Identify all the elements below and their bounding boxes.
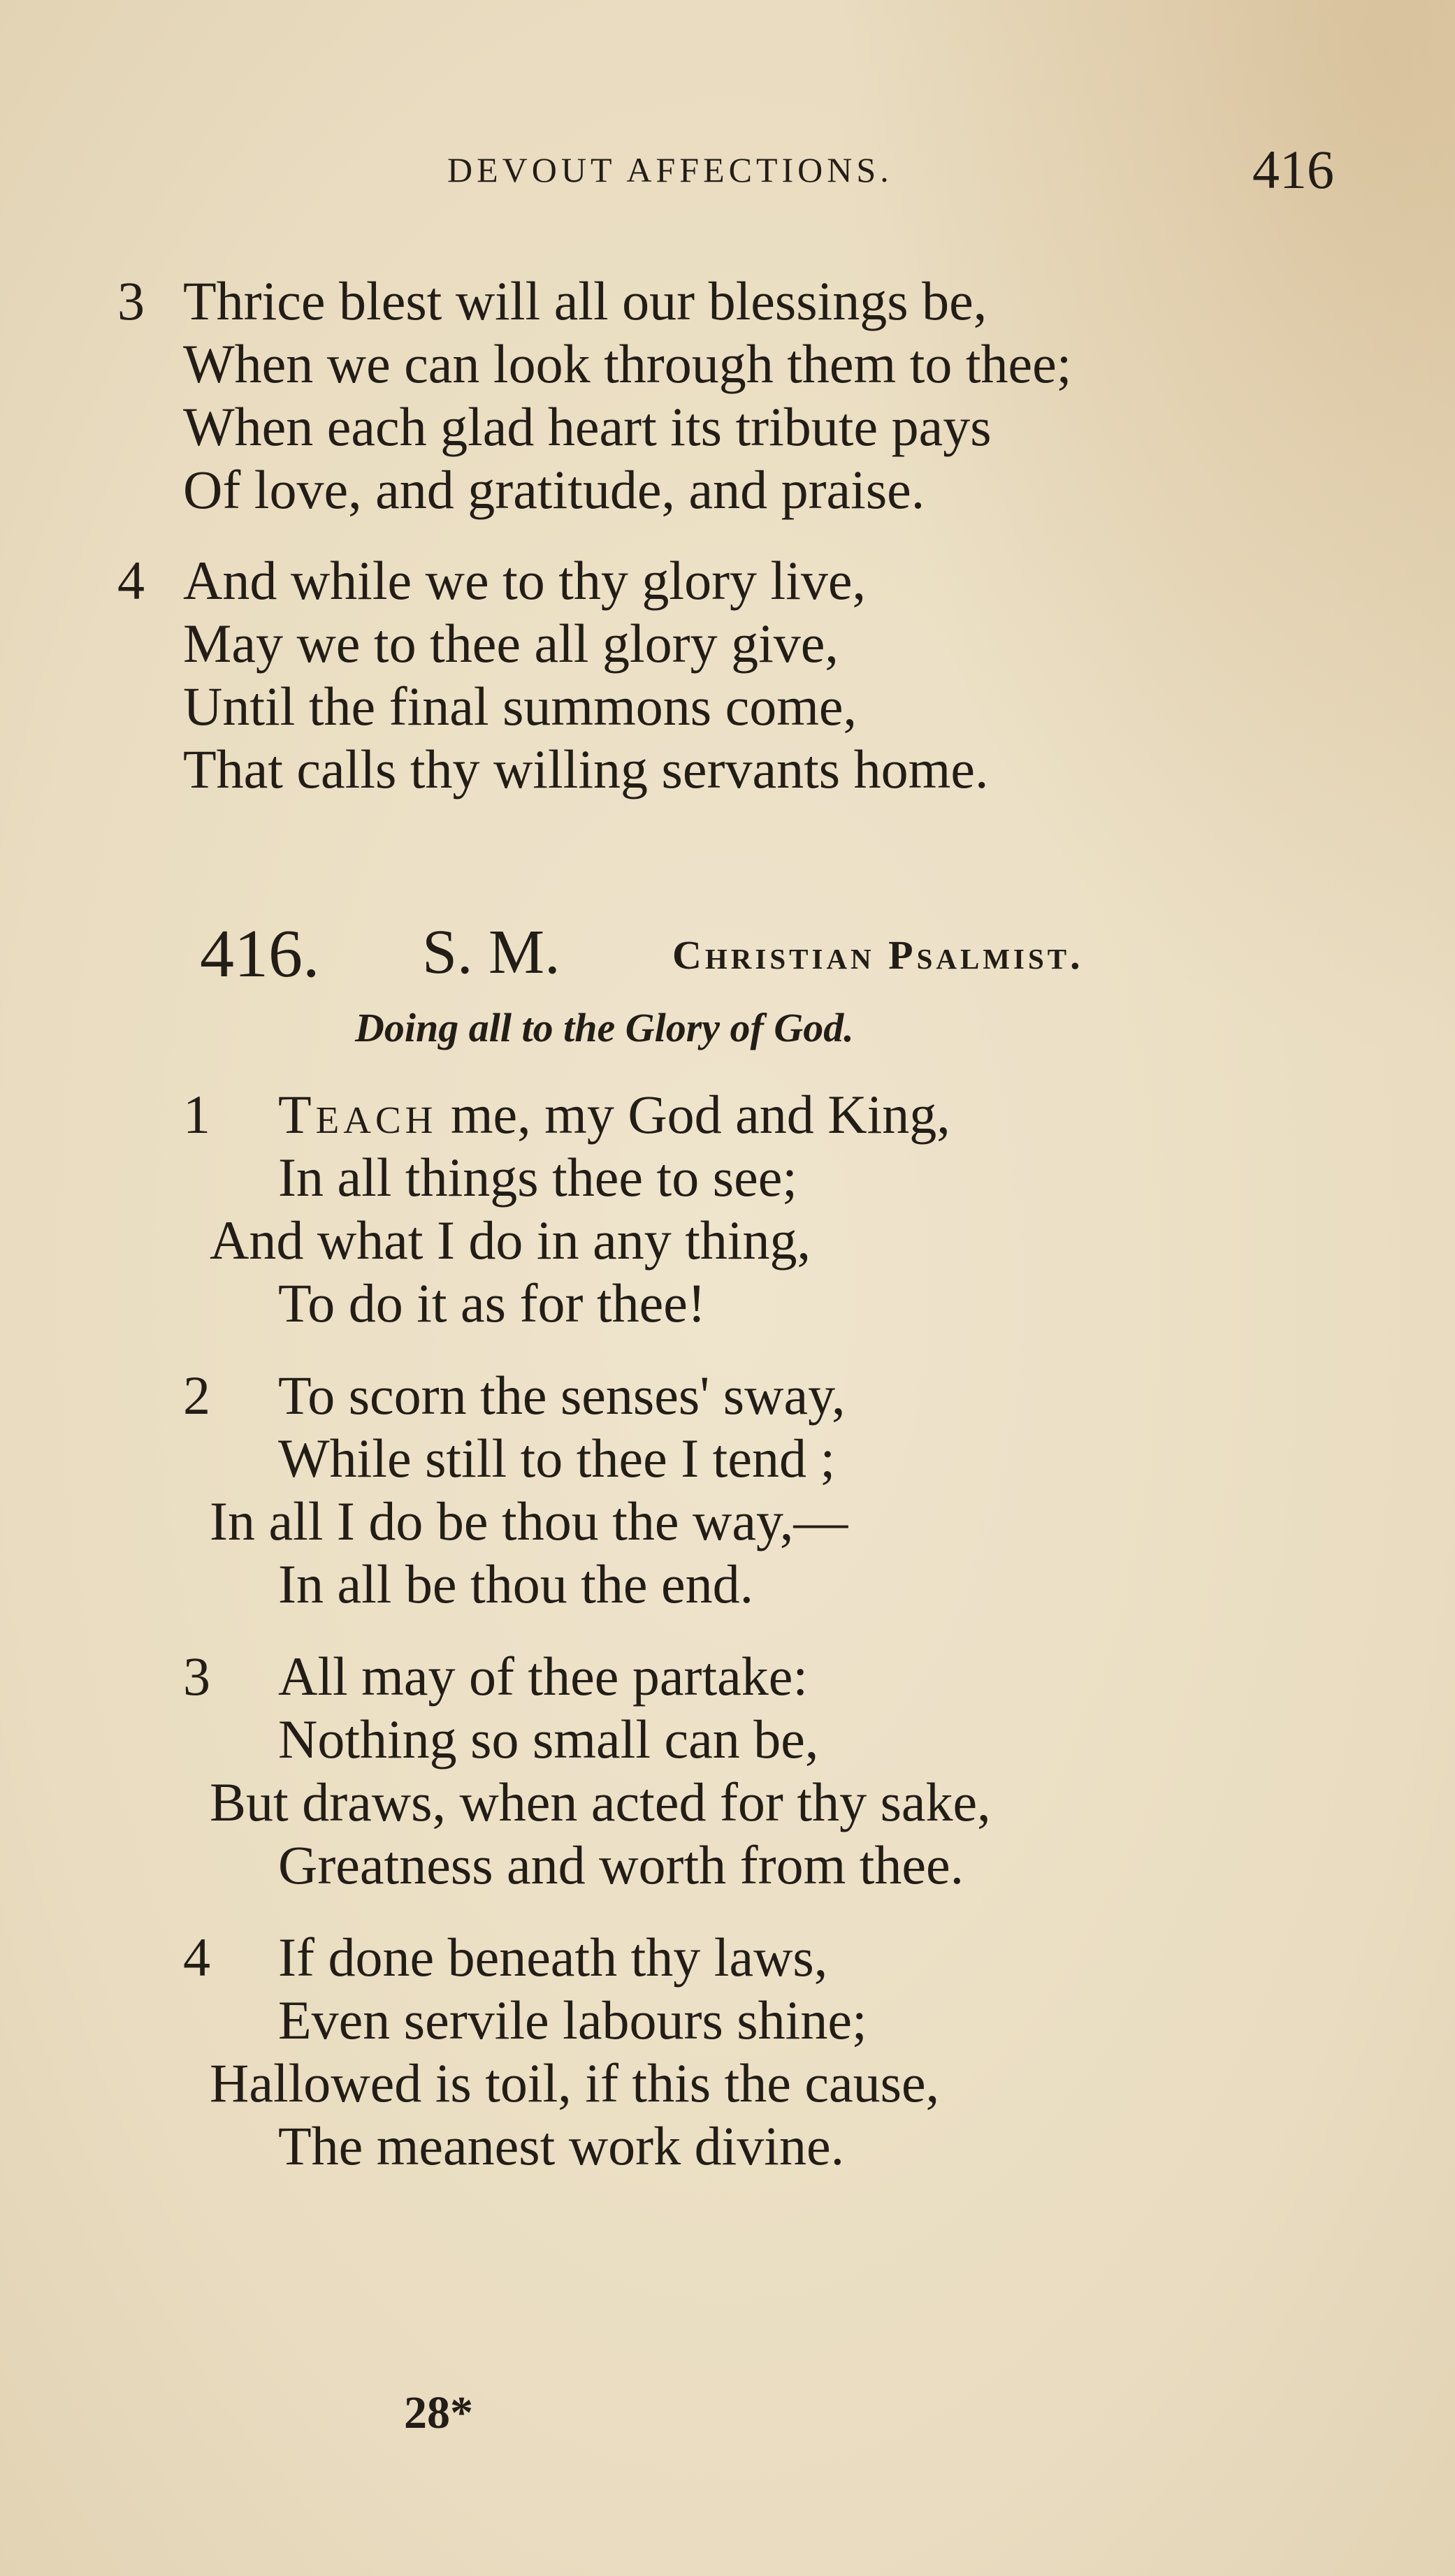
verse-line: Until the final summons come, bbox=[183, 676, 857, 737]
stanza-number: 1 bbox=[183, 1084, 210, 1145]
stanza-number: 2 bbox=[183, 1365, 210, 1426]
verse-line: When each glad heart its tribute pays bbox=[183, 396, 992, 457]
verse-line: When we can look through them to thee; bbox=[183, 333, 1072, 394]
verse-line: That calls thy willing servants home. bbox=[183, 739, 989, 799]
hymn-source: Christian Psalmist. bbox=[672, 932, 1084, 978]
first-line-rest: me, my God and King, bbox=[437, 1084, 950, 1145]
verse-line: In all I do be thou the way,— bbox=[210, 1491, 848, 1551]
verse-line: Thrice blest will all our blessings be, bbox=[183, 270, 987, 331]
hymn-meter: S. M. bbox=[422, 918, 560, 987]
page-number: 416 bbox=[1252, 139, 1334, 200]
verse-line: In all things thee to see; bbox=[278, 1147, 797, 1208]
verse-line: And while we to thy glory live, bbox=[183, 550, 867, 611]
verse-line: Even servile labours shine; bbox=[278, 1990, 867, 2050]
verse-line: All may of thee partake: bbox=[278, 1646, 809, 1707]
verse-line: Of love, and gratitude, and praise. bbox=[183, 459, 925, 520]
first-word: Teach bbox=[278, 1084, 437, 1145]
verse-line: May we to thee all glory give, bbox=[183, 613, 839, 674]
verse-line: To do it as for thee! bbox=[278, 1273, 706, 1333]
verse-line: Greatness and worth from thee. bbox=[278, 1835, 964, 1895]
stanza-number: 4 bbox=[117, 550, 145, 611]
stanza-number: 4 bbox=[183, 1927, 210, 1988]
stanza-number: 3 bbox=[117, 270, 145, 331]
verse-line: While still to thee I tend ; bbox=[278, 1428, 836, 1489]
verse-line: If done beneath thy laws, bbox=[278, 1927, 828, 1988]
hymn-subtitle: Doing all to the Glory of God. bbox=[355, 1005, 854, 1050]
verse-line: And what I do in any thing, bbox=[210, 1210, 811, 1271]
verse-line-first bbox=[278, 1084, 950, 1145]
verse-line: But draws, when acted for thy sake, bbox=[210, 1772, 991, 1832]
verse-line: Hallowed is toil, if this the cause, bbox=[210, 2053, 940, 2113]
verse-line: Nothing so small can be, bbox=[278, 1709, 819, 1770]
verse-line: The meanest work divine. bbox=[278, 2115, 845, 2176]
stanza-number: 3 bbox=[183, 1646, 210, 1707]
signature-mark: 28* bbox=[404, 2387, 473, 2438]
verse-line: In all be thou the end. bbox=[278, 1554, 754, 1614]
hymn-number: 416. bbox=[200, 916, 320, 992]
running-head: DEVOUT AFFECTIONS. bbox=[447, 150, 893, 189]
verse-line: To scorn the senses' sway, bbox=[278, 1365, 846, 1426]
